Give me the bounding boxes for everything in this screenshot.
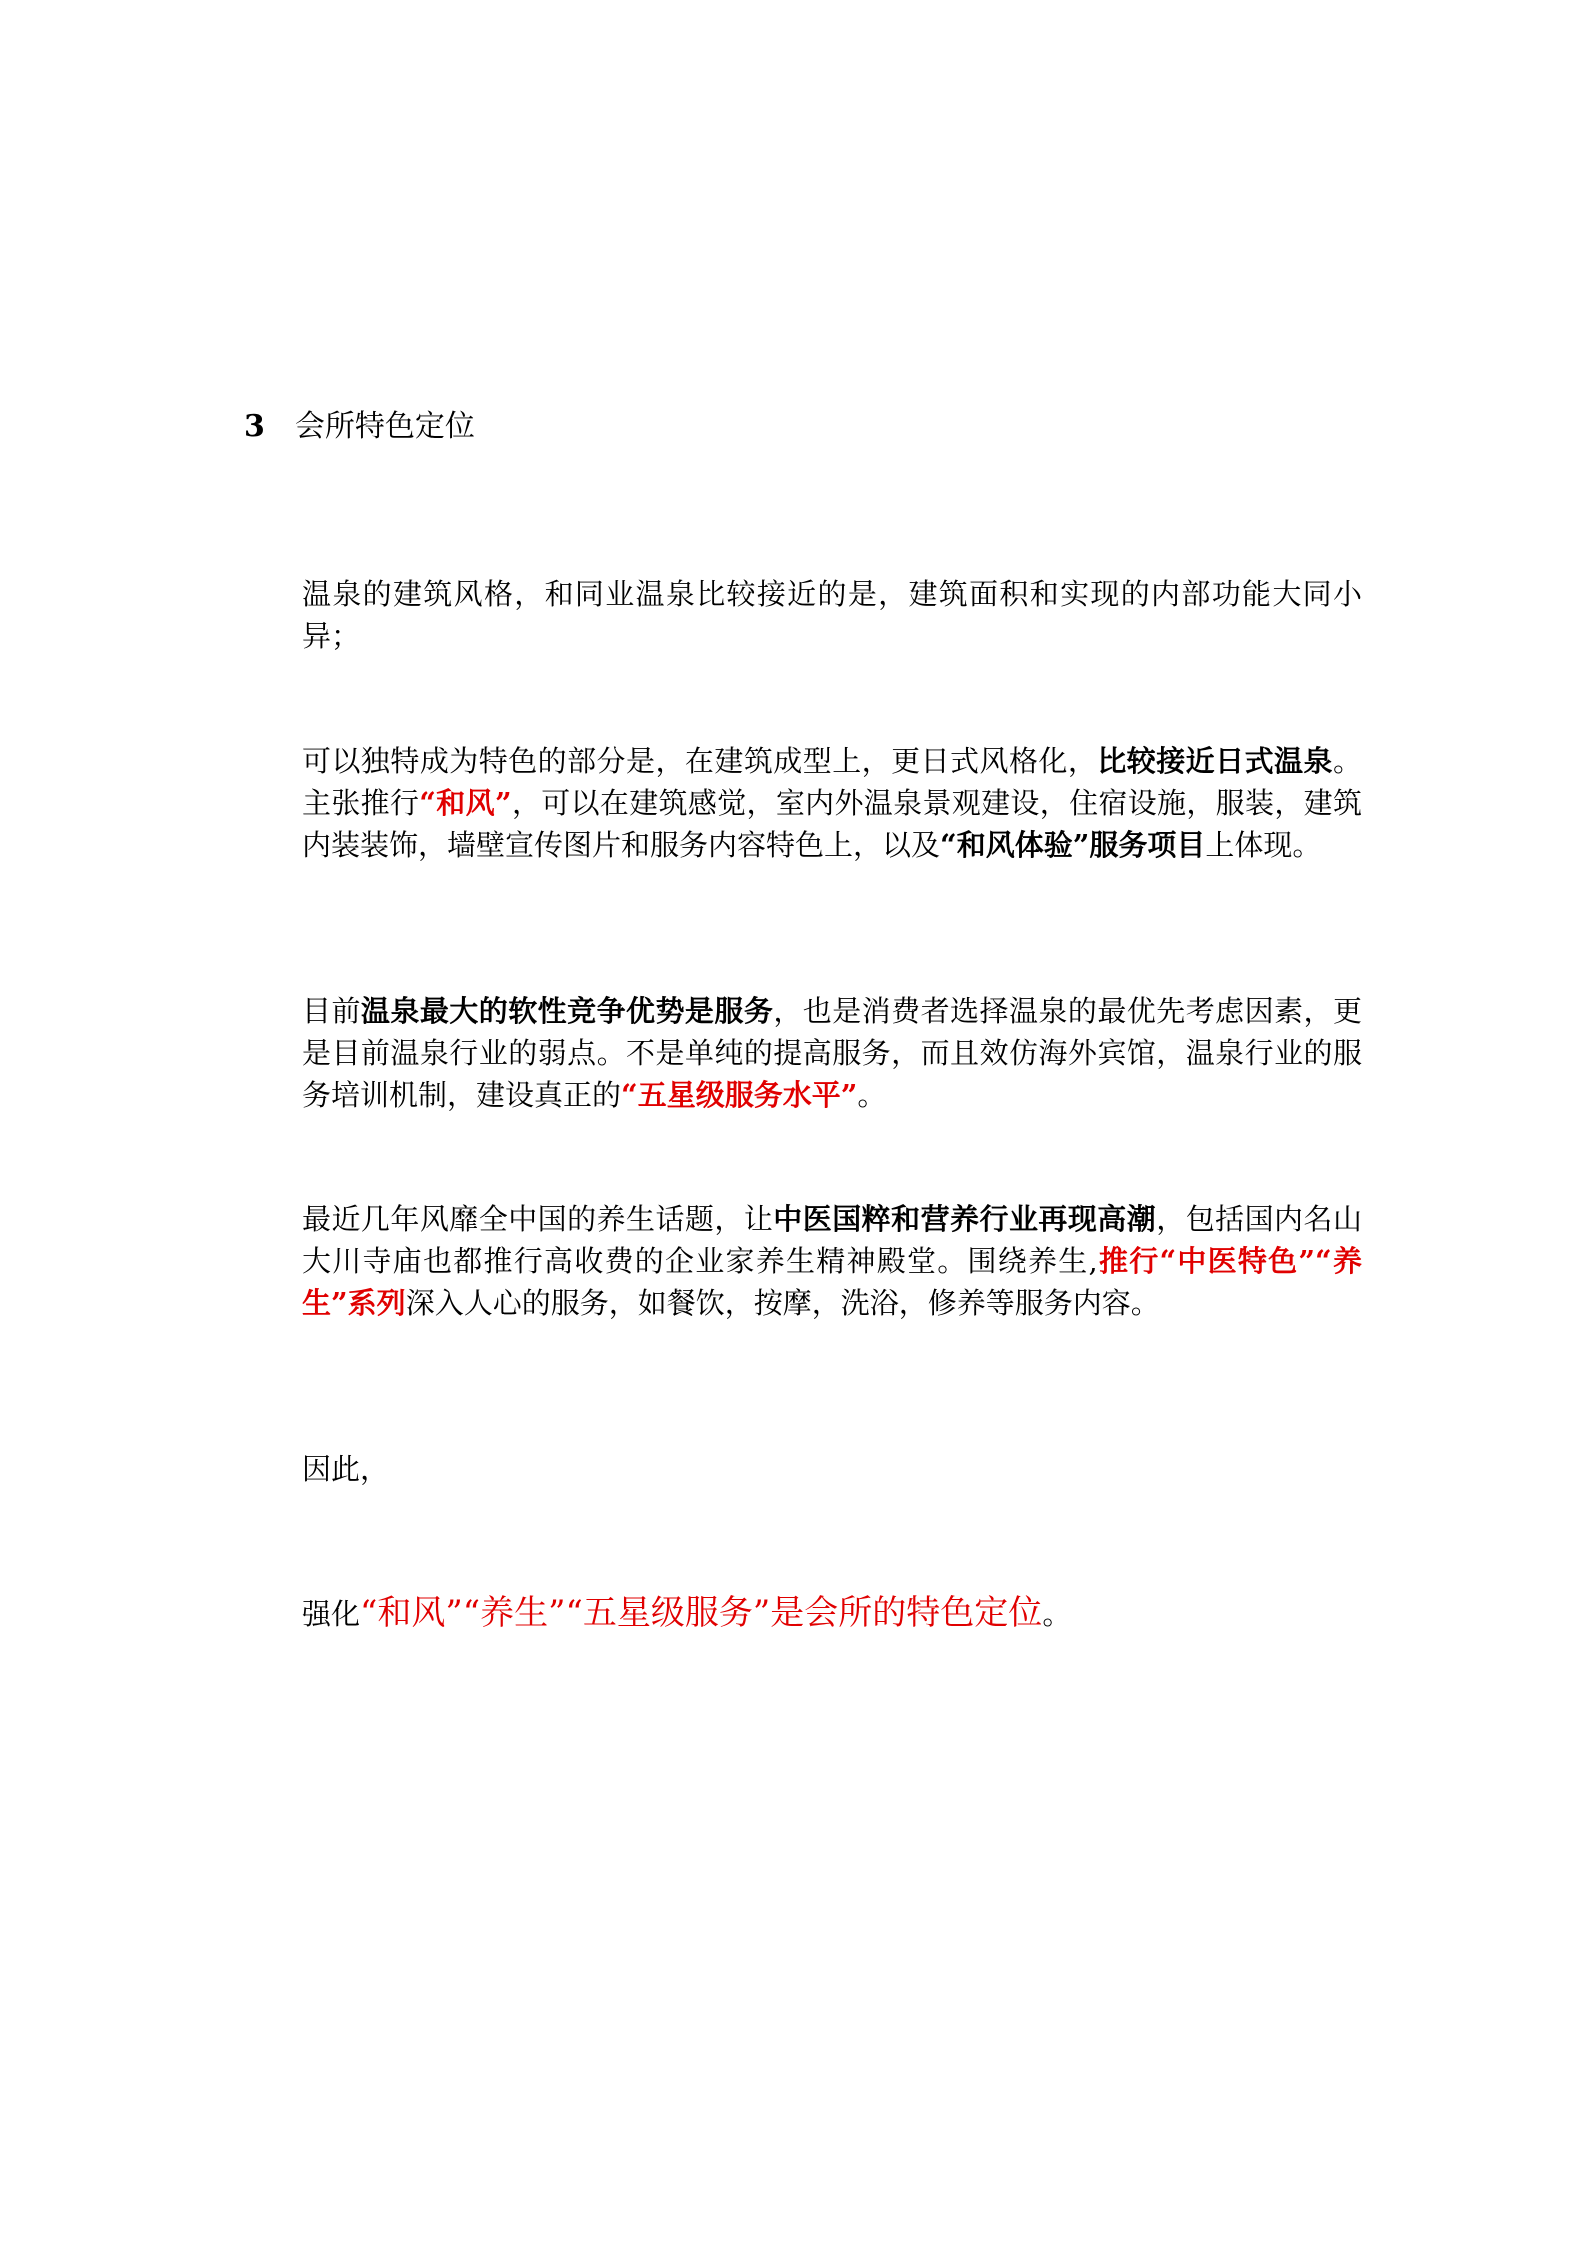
highlight-run: “五星级服务水平” [621, 1078, 858, 1112]
paragraph-therefore [302, 1448, 1362, 1490]
paragraph-service [302, 990, 1362, 1116]
bold-run: “和风体验”服务项目 [940, 828, 1206, 862]
highlight-run: “和风” [419, 786, 512, 820]
text-run: 。 [857, 1078, 887, 1112]
bold-run: 中医国粹和营养行业再现高潮 [773, 1202, 1157, 1236]
text-run: ，可以在建筑感觉，室内外温泉景观建设，住宿设施，服装，建筑内装装饰，墙壁宣传图片和服务内容特色上，以及 [302, 786, 1362, 862]
section-heading [244, 405, 475, 449]
conclusion-suffix: 。 [1042, 1597, 1072, 1631]
text-run: 。主张推行 [302, 744, 1362, 820]
section-number: 3 [244, 409, 265, 444]
bold-run: 温泉最大的软性竞争优势是服务 [360, 994, 774, 1028]
conclusion-prefix: 强化 [302, 1597, 361, 1631]
paragraph-architecture [302, 573, 1362, 657]
conclusion-line [302, 1590, 1071, 1637]
text-run: 上体现。 [1205, 828, 1322, 862]
paragraph-health [302, 1198, 1362, 1324]
text-run: 深入人心的服务，如餐饮，按摩，洗浴，修养等服务内容。 [405, 1286, 1160, 1320]
text-run: ，包括国内名山大川寺庙也都推行高收费的企业家养生精神殿堂。围绕养生, [302, 1202, 1362, 1278]
bold-run: 比较接近日式温泉 [1097, 744, 1333, 778]
section-title: 会所特色定位 [294, 409, 475, 444]
paragraph-text: 因此， [302, 1452, 390, 1486]
paragraph-text: 温泉的建筑风格，和同业温泉比较接近的是，建筑面积和实现的内部功能大同小异； [302, 577, 1362, 653]
text-run: ，也是消费者选择温泉的最优先考虑因素，更是目前温泉行业的弱点。不是单纯的提高服务，而且效仿海外宾馆，温泉行业的服务培训机制，建设真正的 [302, 994, 1362, 1112]
paragraph-japanese-style [302, 740, 1362, 866]
conclusion-highlight: “和风”“养生”“五星级服务”是会所的特色定位 [360, 1593, 1043, 1633]
text-run: 可以独特成为特色的部分是，在建筑成型上，更日式风格化， [302, 744, 1098, 778]
text-run: 最近几年风靡全中国的养生话题，让 [302, 1202, 774, 1236]
text-run: 目前 [302, 994, 361, 1028]
highlight-run: 推行“中医特色”“养生”系列 [302, 1244, 1362, 1320]
